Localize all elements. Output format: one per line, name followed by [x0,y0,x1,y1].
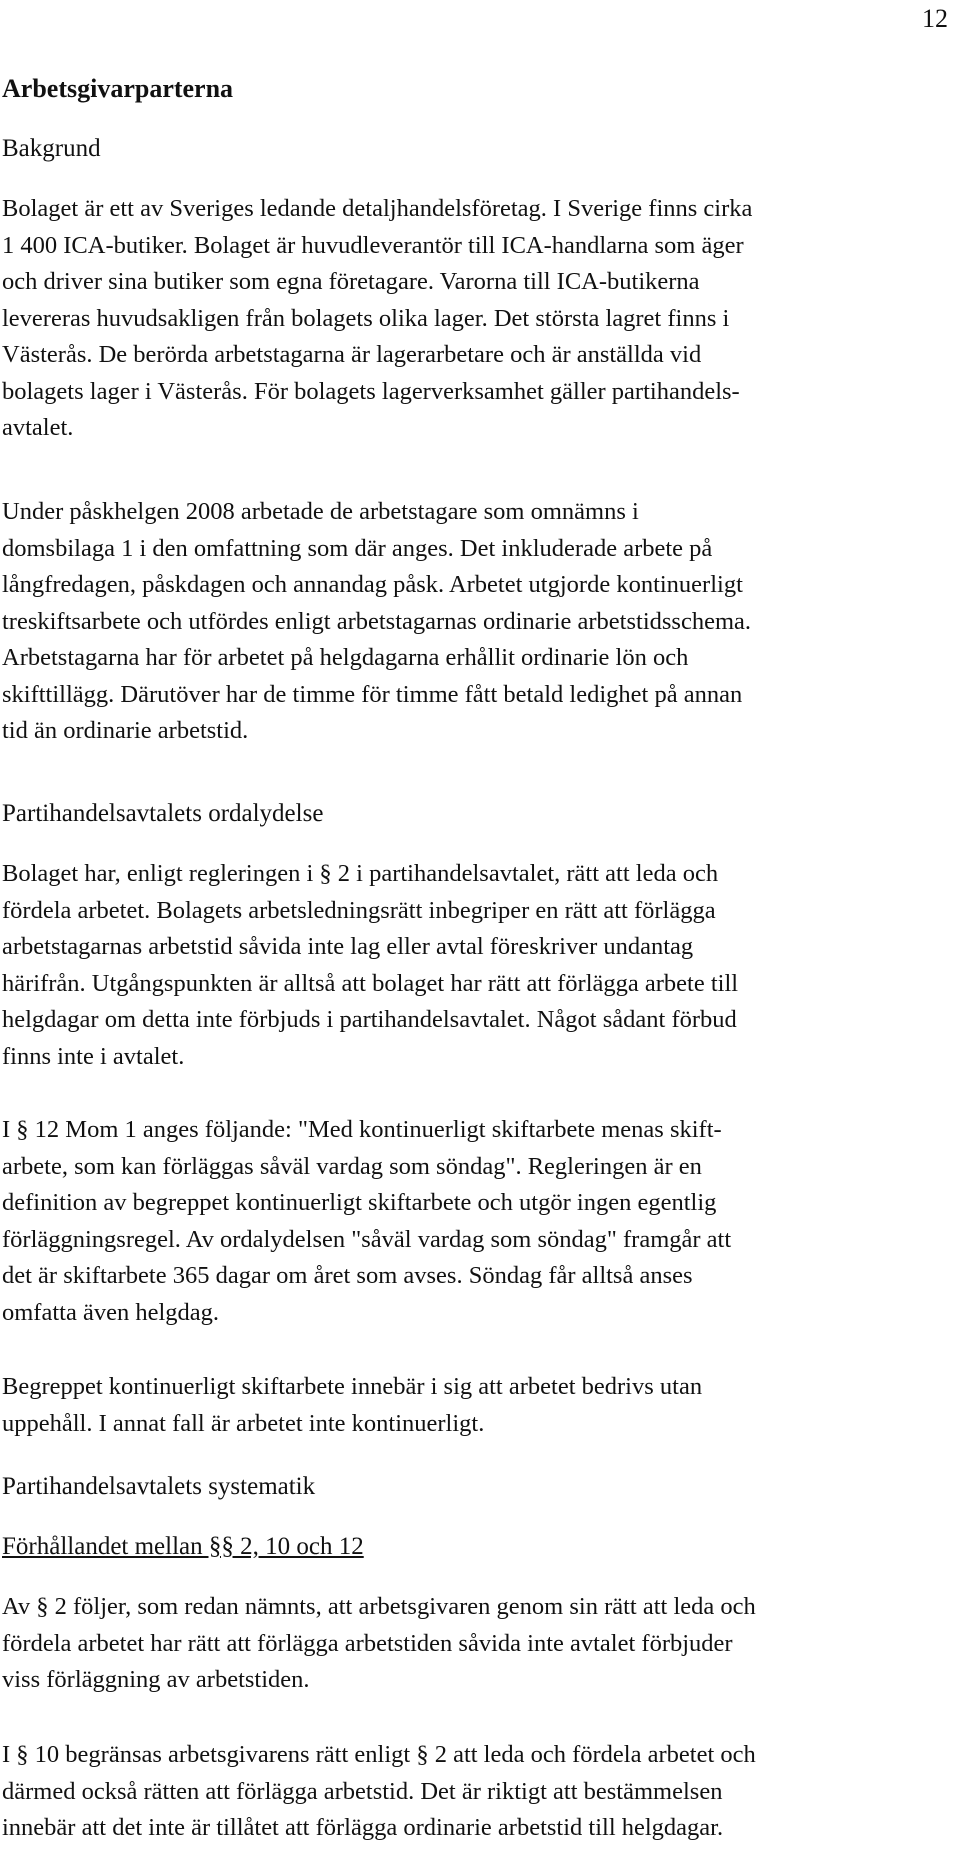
text-line: Av § 2 följer, som redan nämnts, att arbetsgivaren genom sin rätt att leda och [2,1593,756,1620]
text-line: viss förläggning av arbetstiden. [2,1666,310,1693]
text-line: 1 400 ICA-butiker. Bolaget är huvudleverantör till ICA-handlarna som äger [2,231,744,259]
text-line: förläggningsregel. Av ordalydelsen "såväl vardag som söndag" framgår att [2,1225,732,1253]
paragraph-section-12 [2,1112,957,1331]
paragraph-section-2 [2,1589,957,1699]
text-line: uppehåll. I annat fall är arbetet inte kontinuerligt. [2,1409,485,1437]
paragraph-easter-work [2,494,957,750]
text-line: långfredagen, påskdagen och annandag påsk. Arbetet utgjorde kontinuerligt [2,571,743,598]
text-line: finns inte i avtalet. [2,1042,185,1070]
section-title-ordalydelse: Partihandelsavtalets ordalydelse [2,800,324,827]
text-line: domsbilaga 1 i den omfattning som där anges. Det inkluderade arbete på [2,534,713,562]
paragraph-background [2,191,957,447]
text-line: helgdagar om detta inte förbjuds i partihandelsavtalet. Något sådant förbud [2,1006,737,1033]
text-line: levereras huvudsakligen från bolagets olika lager. Det största lagret finns i [2,304,730,332]
text-line: innebär att det inte är tillåtet att förlägga ordinarie arbetstid till helgdagar. [2,1814,724,1841]
paragraph-continuous-shift [2,1369,957,1442]
text-line: Arbetstagarna har för arbetet på helgdagarna erhållit ordinarie lön och [2,644,689,671]
text-line: Under påskhelgen 2008 arbetade de arbetstagare som omnämns i [2,498,639,525]
text-line: Bolaget har, enligt regleringen i § 2 i partihandelsavtalet, rätt att leda och [2,860,719,887]
text-line: Begreppet kontinuerligt skiftarbete innebär i sig att arbetet bedrivs utan [2,1373,703,1400]
text-line: I § 10 begränsas arbetsgivarens rätt enligt § 2 att leda och fördela arbetet och [2,1741,756,1768]
text-line: fördela arbetet har rätt att förlägga arbetstiden såvida inte avtalet förbjuder [2,1629,733,1657]
paragraph-management-right [2,856,957,1075]
text-line: definition av begreppet kontinuerligt skiftarbete och utgör ingen egentlig [2,1189,717,1216]
paragraph-section-10 [2,1737,957,1847]
text-line: omfatta även helgdag. [2,1298,220,1326]
section-title-bakgrund: Bakgrund [2,135,101,162]
page-number: 12 [922,4,948,33]
page-heading: Arbetsgivarparterna [2,74,234,103]
text-line: Västerås. De berörda arbetstagarna är lagerarbetare och är anställda vid [2,341,702,368]
text-line: treskiftsarbete och utfördes enligt arbetstagarnas ordinarie arbetstidsschema. [2,607,752,635]
text-line: det är skiftarbete 365 dagar om året som avses. Söndag får alltså anses [2,1262,693,1289]
text-line: tid än ordinarie arbetstid. [2,717,249,744]
text-line: Bolaget är ett av Sveriges ledande detaljhandelsföretag. I Sverige finns cirka [2,195,753,222]
text-line: arbetstagarnas arbetstid såvida inte lag eller avtal föreskriver undantag [2,933,694,960]
text-line: arbete, som kan förläggas såväl vardag som söndag". Regleringen är en [2,1152,702,1180]
text-line: avtalet. [2,414,74,441]
section-title-systematik: Partihandelsavtalets systematik [2,1473,316,1500]
text-line: och driver sina butiker som egna företagare. Varorna till ICA-butikerna [2,268,700,295]
text-line: härifrån. Utgångspunkten är alltså att bolaget har rätt att förlägga arbete till [2,969,739,997]
text-line: I § 12 Mom 1 anges följande: "Med kontinuerligt skiftarbete menas skift- [2,1116,722,1143]
text-line: fördela arbetet. Bolagets arbetsledningsrätt inbegriper en rätt att förlägga [2,896,716,924]
text-line: skifttillägg. Därutöver har de timme för timme fått betald ledighet på annan [2,680,743,708]
text-line: därmed också rätten att förlägga arbetstid. Det är riktigt att bestämmelsen [2,1777,723,1805]
subsection-title-relation: Förhållandet mellan §§ 2, 10 och 12 [2,1533,364,1560]
text-line: bolagets lager i Västerås. För bolagets lagerverksamhet gäller partihandels- [2,377,740,405]
